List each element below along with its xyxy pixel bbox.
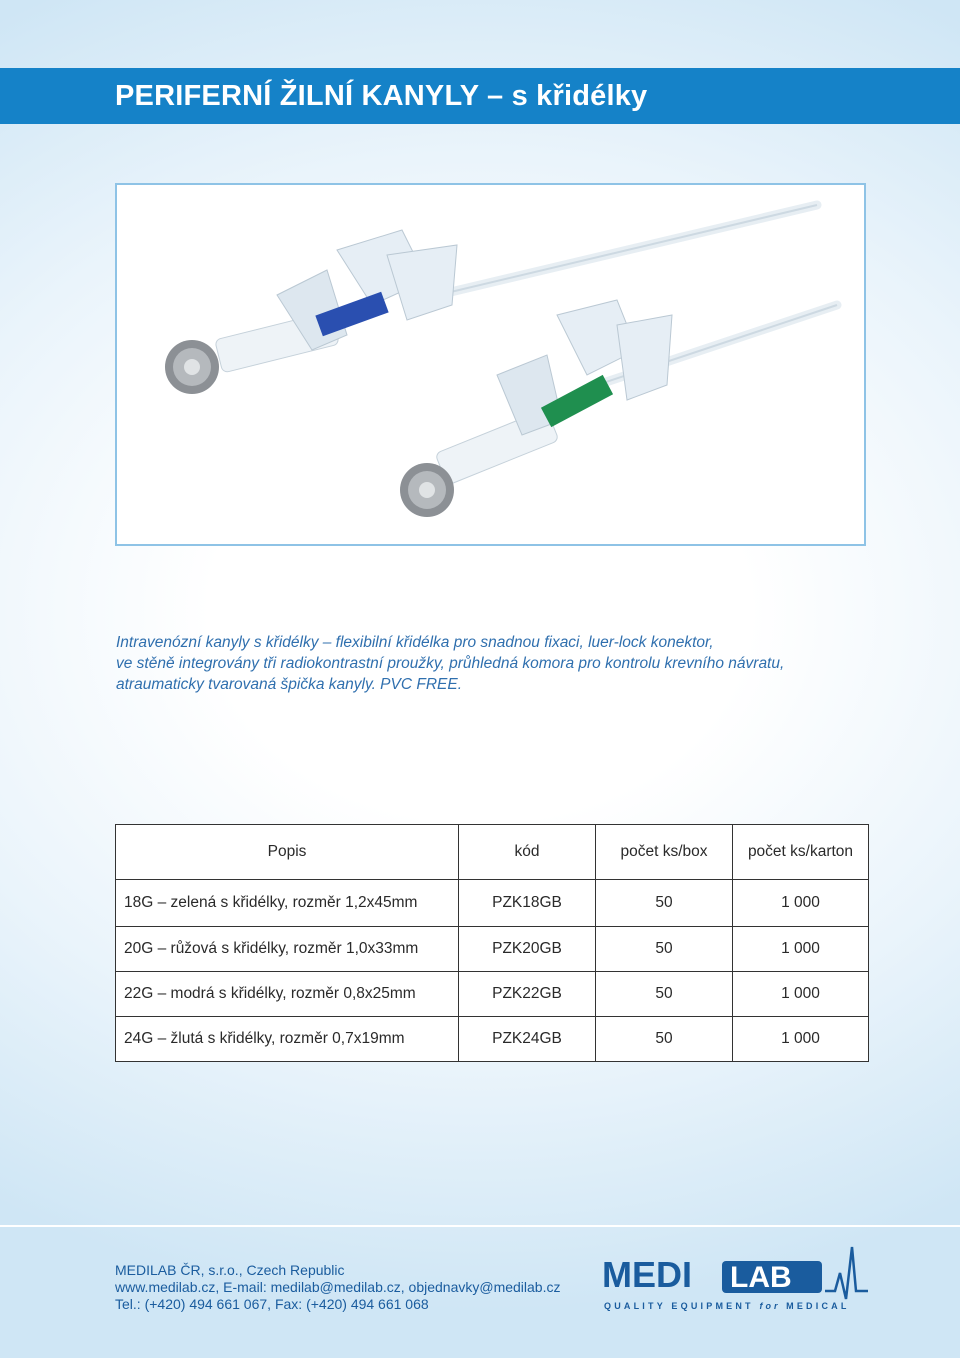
header-karton: počet ks/karton bbox=[733, 825, 869, 880]
row-box: 50 bbox=[596, 1017, 733, 1062]
row-code: PZK22GB bbox=[459, 972, 596, 1017]
row-karton: 1 000 bbox=[733, 1017, 869, 1062]
product-photo bbox=[115, 183, 866, 546]
description-line: Intravenózní kanyly s křidélky – flexibilní křidélka pro snadnou fixaci, luer-lock konektor, bbox=[116, 634, 714, 651]
header-popis: Popis bbox=[116, 825, 459, 880]
logo-tagline: QUALITY EQUIPMENT for MEDICAL bbox=[604, 1301, 850, 1311]
footer-web[interactable]: www.medilab.cz, E-mail: medilab@medilab.cz, objednavky@medilab.cz bbox=[115, 1279, 561, 1295]
product-table bbox=[115, 824, 869, 1062]
row-description: 22G – modrá s křidélky, rozměr 0,8x25mm bbox=[116, 972, 459, 1017]
row-box: 50 bbox=[596, 927, 733, 972]
product-description bbox=[116, 632, 876, 695]
row-code: PZK24GB bbox=[459, 1017, 596, 1062]
header-kod: kód bbox=[459, 825, 596, 880]
row-karton: 1 000 bbox=[733, 972, 869, 1017]
row-karton: 1 000 bbox=[733, 880, 869, 927]
row-description: 20G – růžová s křidélky, rozměr 1,0x33mm bbox=[116, 927, 459, 972]
row-code: PZK20GB bbox=[459, 927, 596, 972]
table-row bbox=[116, 972, 869, 1017]
logo-lab: LAB bbox=[730, 1261, 792, 1294]
logo-pulse bbox=[825, 1247, 868, 1299]
cannula-green bbox=[400, 300, 837, 517]
table-row bbox=[116, 880, 869, 927]
row-box: 50 bbox=[596, 972, 733, 1017]
footer-divider bbox=[0, 1225, 960, 1227]
row-description: 18G – zelená s křidélky, rozměr 1,2x45mm bbox=[116, 880, 459, 927]
row-karton: 1 000 bbox=[733, 927, 869, 972]
medilab-logo bbox=[600, 1243, 870, 1306]
description-line: atraumaticky tvarovaná špička kanyly. PVC FREE. bbox=[116, 676, 463, 693]
footer-contact bbox=[115, 1262, 560, 1313]
row-code: PZK18GB bbox=[459, 880, 596, 927]
cannula-illustration bbox=[117, 185, 868, 548]
cannula-blue bbox=[165, 205, 817, 394]
table-row bbox=[116, 927, 869, 972]
description-line: ve stěně integrovány tři radiokontrastní proužky, průhledná komora pro kontrolu krevního návratu, bbox=[116, 655, 785, 672]
table-row bbox=[116, 1017, 869, 1062]
row-box: 50 bbox=[596, 880, 733, 927]
row-description: 24G – žlutá s křidélky, rozměr 0,7x19mm bbox=[116, 1017, 459, 1062]
page-title: PERIFERNÍ ŽILNÍ KANYLY – s křidélky bbox=[115, 80, 648, 112]
logo-medi: MEDI bbox=[602, 1254, 692, 1295]
table-header-row bbox=[116, 825, 869, 880]
footer-company: MEDILAB ČR, s.r.o., Czech Republic bbox=[115, 1262, 345, 1278]
footer-phone: Tel.: (+420) 494 661 067, Fax: (+420) 494 661 068 bbox=[115, 1296, 429, 1312]
header-box: počet ks/box bbox=[596, 825, 733, 880]
